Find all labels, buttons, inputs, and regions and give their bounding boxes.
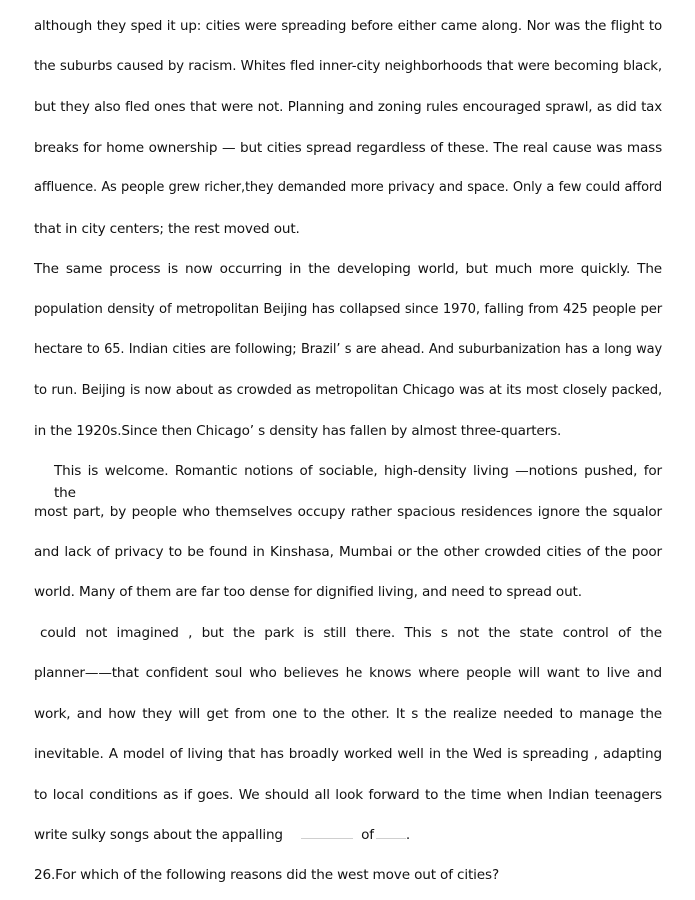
text-line: The same process is now occurring in the developing world, but much more quickly. The [34,261,662,277]
text-line: work, and how they will get from one to the other. It s the realize needed to manage the [34,706,662,722]
text-line: affluence. As people grew richer,they demanded more privacy and space. Only a few could afford [34,180,662,195]
text-line: and lack of privacy to be found in Kinshasa, Mumbai or the other crowded cities of the poor [34,544,662,560]
text-line: world. Many of them are far too dense for dignified living, and need to spread out. [34,584,582,600]
text-line: inevitable. A model of living that has broadly worked well in the Wed is spreading , adapting [34,746,662,762]
text-line: to local conditions as if goes. We should all look forward to the time when Indian teenagers [34,787,662,803]
answer-blank [301,824,353,839]
text-line: population density of metropolitan Beijing has collapsed since 1970, falling from 425 people per [34,302,662,317]
text-line: planner——that confident soul who believes he knows where people will want to live and [34,665,662,681]
text-segment: . [405,827,411,843]
text-line: to run. Beijing is now about as crowded as metropolitan Chicago was at its most closely packed, [34,383,662,398]
text-line: although they sped it up: cities were spreading before either came along. Nor was the flight to [34,19,662,34]
text-line: hectare to 65. Indian cities are following; Brazil’ s are ahead. And suburbanization has a long way [34,342,662,357]
text-segment: write sulky songs about the appalling [34,827,283,843]
text-line: but they also fled ones that were not. Planning and zoning rules encouraged sprawl, as did tax [34,100,662,115]
text-line: most part, by people who themselves occupy rather spacious residences ignore the squalor [34,504,662,520]
question-26: 26.For which of the following reasons did the west move out of cities? [34,867,500,883]
text-line: This is welcome. Romantic notions of sociable, high-density living —notions pushed, for the [54,463,662,501]
text-line-with-blanks [34,824,662,846]
text-segment: of [361,827,374,843]
text-line: could not imagined , but the park is still there. This s not the state control of the [40,625,662,641]
text-line: the suburbs caused by racism. Whites fled inner-city neighborhoods that were becoming black, [34,59,662,74]
text-line: breaks for home ownership — but cities spread regardless of these. The real cause was mass [34,140,662,156]
text-line: in the 1920s.Since then Chicago’ s density has fallen by almost three-quarters. [34,423,562,439]
text-line: that in city centers; the rest moved out. [34,221,300,237]
answer-blank [376,824,406,839]
